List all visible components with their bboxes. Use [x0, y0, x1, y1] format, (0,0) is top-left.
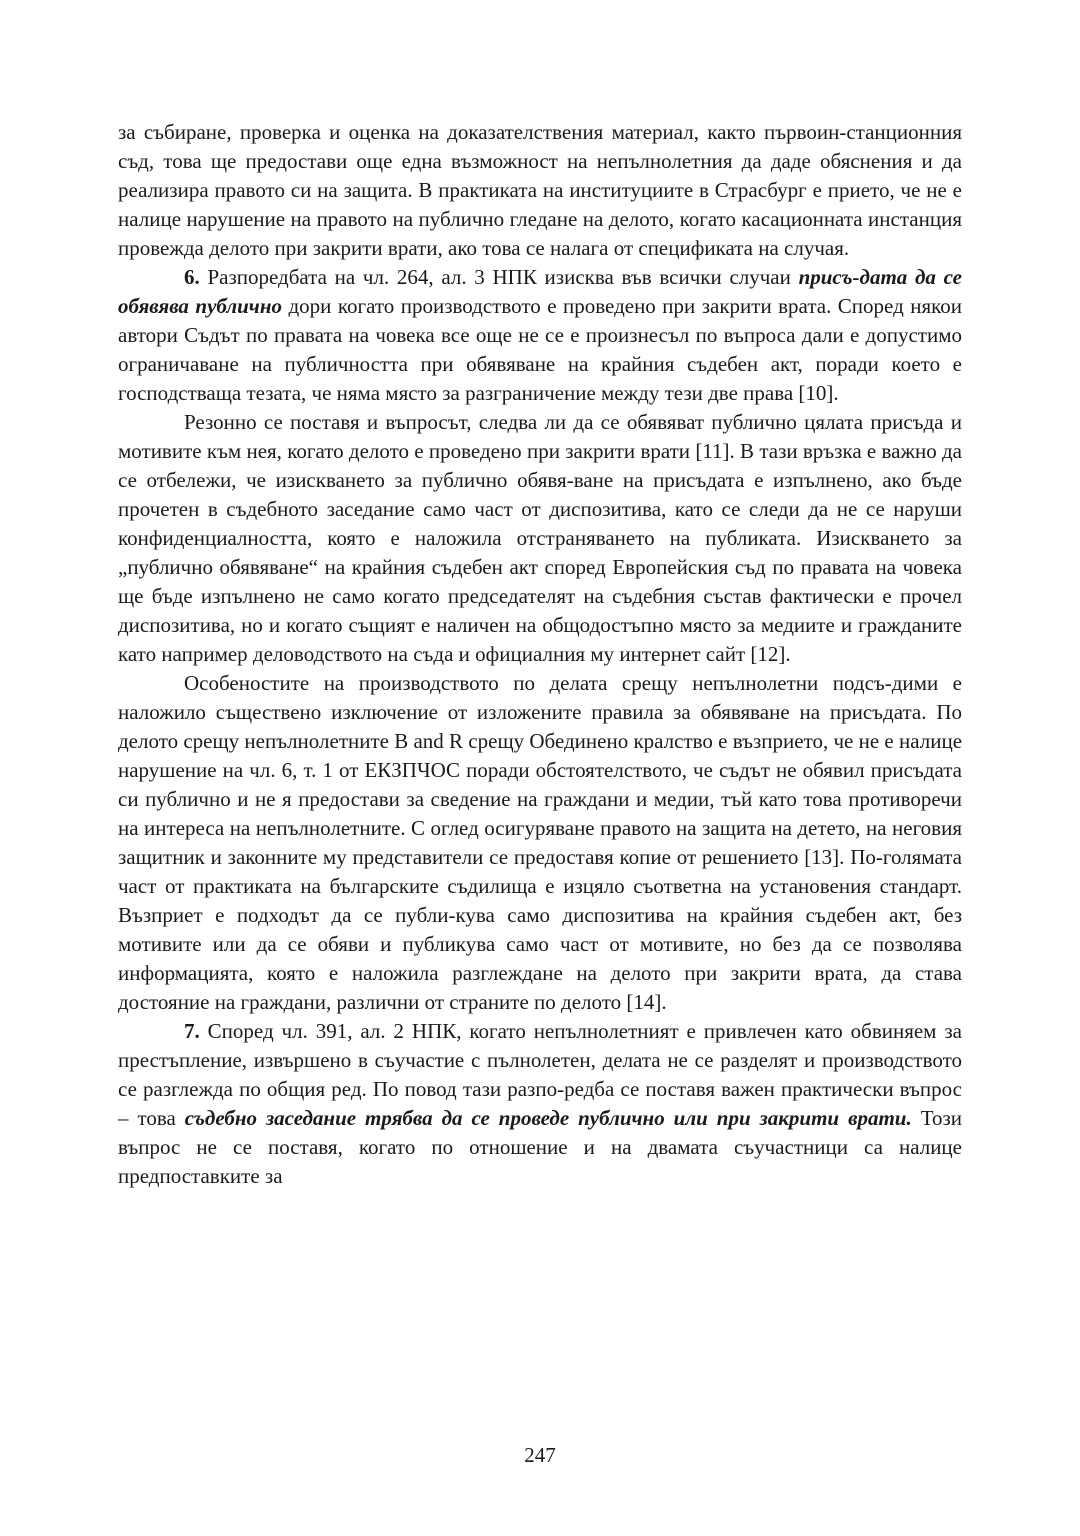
paragraph-2-text-a: Разпоредбата на чл. 264, ал. 3 НПК изисква във всички случаи	[199, 265, 799, 289]
paragraph-2-emphasis: присъ-дата да се обявява публично	[118, 265, 962, 318]
point-number-6: 6.	[184, 265, 200, 289]
paragraph-5-text-a: Според чл. 391, ал. 2 НПК, когато непълнолетният е привлечен като обвиняем за престъпление, извършено в съучастие с пълнолетен, делата не се разделят и производството се разглежда по общия ред. По повод тази разпо-редба се поставя важен практически въпрос – това	[118, 1019, 962, 1130]
paragraph-1: за събиране, проверка и оценка на доказателствения материал, както първоин-станционния съд, това ще предостави още една възможност на непълнолетния да даде обяснения и да реализира правото си на защита. В практиката на институциите в Страсбург е прието, че не е налице нарушение на правото на публично гледане на делото, когато касационната инстанция провежда делото при закрити врати, ако това се налага от спецификата на случая.	[118, 120, 962, 260]
document-page	[118, 118, 962, 1191]
paragraph-2	[118, 263, 962, 408]
paragraph-5-emphasis: съдебно заседание трябва да се проведе публично или при закрити врати.	[184, 1106, 912, 1130]
paragraph-4: Особеностите на производството по делата срещу непълнолетни подсъ-дими е наложило съществено изключение от изложените правила за обявяване на присъдата. По делото срещу непълнолетните В and R срещу Обединено кралство е възприето, че не е налице нарушение на чл. 6, т. 1 от ЕКЗПЧОС поради обстоятелството, че съдът не обявил присъдата си публично и не я предостави за сведение на граждани и медии, тъй като това противоречи на интереса на непълнолетните. С оглед осигуряване правото на защита на детето, на неговия защитник и законните му представители се предоставя копие от решението [13]. По-голямата част от практиката на българските съдилища е изцяло съответна на установения стандарт. Възприет е подходът да се публи-кува само диспозитива на крайния съдебен акт, без мотивите или да се обяви и публикува само част от мотивите, но без да се позволява информацията, която е наложила разглеждане на делото при закрити врата, да става достояние на граждани, различни от страните по делото [14].	[118, 671, 963, 1014]
paragraph-2-text-b: дори когато производството е проведено при закрити врата. Според някои автори Съдът по правата на човека все още не се е произнесъл по въпроса дали е допустимо ограничаване на публичността при обявяване на крайния съдебен акт, поради което е господстваща тезата, че няма място за разграничение между тези две права [10].	[118, 294, 963, 405]
point-number-7: 7.	[184, 1019, 200, 1043]
paragraph-5-text-b: Този въпрос не се поставя, когато по отношение и на двамата съучастници са налице предпоставките за	[118, 1106, 962, 1188]
paragraph-3: Резонно се поставя и въпросът, следва ли да се обявяват публично цялата присъда и мотивите към нея, когато делото е проведено при закрити врати [11]. В тази връзка е важно да се отбележи, че изискването за публично обявя-ване на присъдата е изпълнено, ако бъде прочетен в съдебното заседание само част от диспозитива, като се следи да не се наруши конфиденциалността, която е наложила отстраняването на публиката. Изискването за „публично обявяване“ на крайния съдебен акт според Европейския съд по правата на човека ще бъде изпълнено не само когато председателят на съдебния състав фактически е прочел диспозитива, но и когато същият е наличен на общодостъпно място за медиите и гражданите като например деловодството на съда и официалния му интернет сайт [12].	[118, 410, 962, 666]
paragraph-5	[118, 1017, 962, 1191]
page-number: 247	[524, 1443, 556, 1467]
